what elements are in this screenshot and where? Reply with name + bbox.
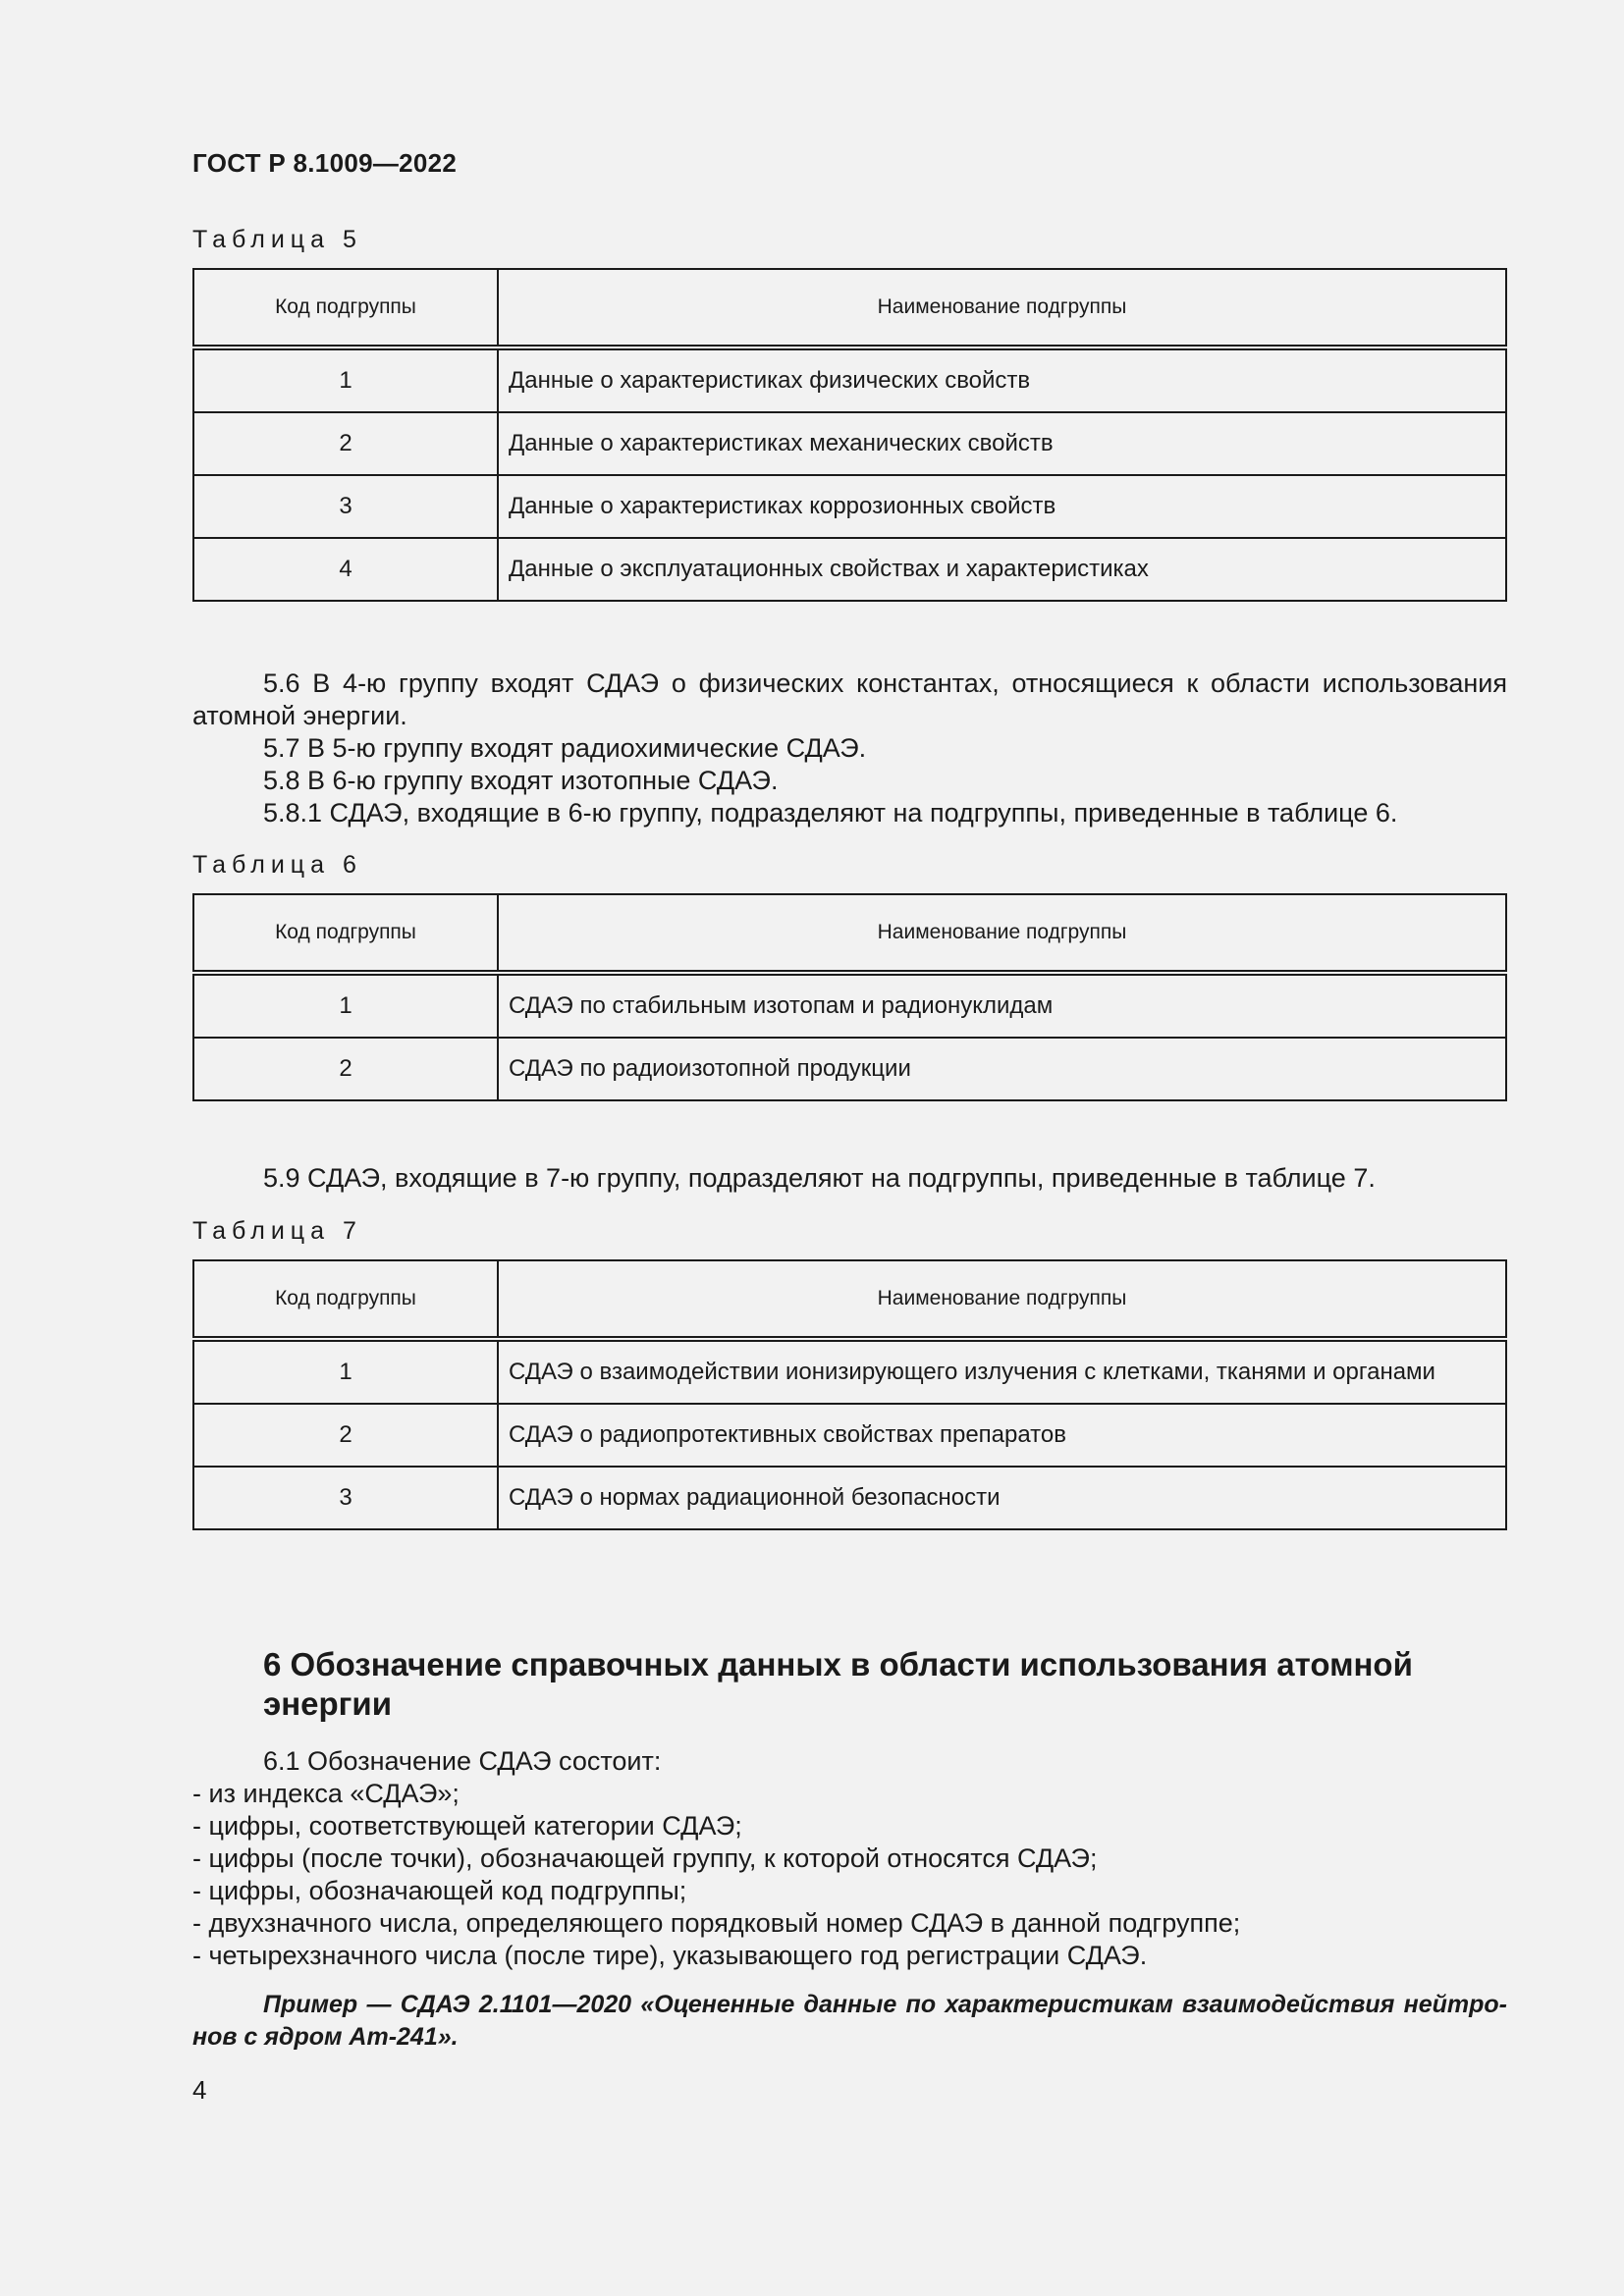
list-item: - цифры, соответствующей категории СДАЭ;	[192, 1811, 742, 1841]
table-7-caption: Таблица 7	[192, 1217, 362, 1245]
section-6-body	[263, 1745, 1510, 1778]
table-5-caption: Таблица 5	[192, 226, 362, 253]
table-row	[193, 1339, 1506, 1404]
table-7-header-code: Код подгруппы	[193, 1260, 498, 1339]
section-6-title: 6 Обозначение справочных данных в области использования атомной энергии	[263, 1646, 1413, 1722]
table-cell-code: 1	[193, 1339, 498, 1404]
designation-list	[192, 1778, 1507, 1972]
table-cell-code: 1	[193, 347, 498, 412]
page-number: 4	[192, 2075, 207, 2105]
table-6-header-code: Код подгруппы	[193, 894, 498, 973]
paragraph-5-8-1: 5.8.1 СДАЭ, входящие в 6-ю группу, подразделяют на подгруппы, приведенные в таблице 6.	[263, 798, 1398, 828]
table-cell-code: 1	[193, 973, 498, 1038]
table-row	[193, 475, 1506, 538]
table-cell-code: 2	[193, 1404, 498, 1467]
example-note: Пример — СДАЭ 2.1101—2020 «Оцененные данные по характеристикам взаимодействия нейтро-нов с ядром Am-241».	[192, 1991, 1507, 2051]
table-5-header-code: Код подгруппы	[193, 269, 498, 347]
table-row	[193, 1038, 1506, 1100]
table-cell-name: Данные о характеристиках коррозионных свойств	[498, 475, 1506, 538]
list-item: - двухзначного числа, определяющего порядковый номер СДАЭ в данной подгруппе;	[192, 1908, 1241, 1938]
table-6	[192, 893, 1507, 1101]
table-row	[193, 412, 1506, 475]
list-item: - четырехзначного числа (после тире), указывающего год регистрации СДАЭ.	[192, 1941, 1148, 1970]
table-6-caption: Таблица 6	[192, 851, 362, 879]
paragraph-5-9-block	[192, 1162, 1507, 1195]
table-cell-name: Данные о характеристиках физических свойств	[498, 347, 1506, 412]
table-cell-name: Данные о эксплуатационных свойствах и характеристиках	[498, 538, 1506, 601]
table-5-header-name: Наименование подгруппы	[498, 269, 1506, 347]
list-item: - цифры, обозначающей код подгруппы;	[192, 1876, 687, 1905]
table-cell-name: СДАЭ по стабильным изотопам и радионуклидам	[498, 973, 1506, 1038]
table-7-header-name: Наименование подгруппы	[498, 1260, 1506, 1339]
paragraphs-5-6-to-5-8-1	[192, 667, 1507, 829]
table-6-header-name: Наименование подгруппы	[498, 894, 1506, 973]
table-cell-code: 3	[193, 475, 498, 538]
paragraph-5-9: 5.9 СДАЭ, входящие в 7-ю группу, подразделяют на подгруппы, приведенные в таблице 7.	[263, 1163, 1376, 1193]
table-cell-name: СДАЭ о нормах радиационной безопасности	[498, 1467, 1506, 1529]
table-row	[193, 538, 1506, 601]
table-cell-code: 4	[193, 538, 498, 601]
paragraph-6-1: 6.1 Обозначение СДАЭ состоит:	[263, 1746, 662, 1776]
document-number-header: ГОСТ Р 8.1009—2022	[192, 148, 458, 178]
paragraph-5-6: 5.6 В 4-ю группу входят СДАЭ о физических константах, относящиеся к области использования атомной энергии.	[192, 668, 1507, 730]
list-item: - цифры (после точки), обозначающей группу, к которой относятся СДАЭ;	[192, 1843, 1098, 1873]
table-cell-name: СДАЭ по радиоизотопной продукции	[498, 1038, 1506, 1100]
paragraph-5-8: 5.8 В 6-ю группу входят изотопные СДАЭ.	[263, 766, 779, 795]
paragraph-5-7: 5.7 В 5-ю группу входят радиохимические СДАЭ.	[263, 733, 867, 763]
table-cell-code: 3	[193, 1467, 498, 1529]
table-cell-code: 2	[193, 412, 498, 475]
table-5	[192, 268, 1507, 602]
table-cell-code: 2	[193, 1038, 498, 1100]
table-row	[193, 973, 1506, 1038]
list-item: - из индекса «СДАЭ»;	[192, 1779, 460, 1808]
table-row	[193, 347, 1506, 412]
table-cell-name: СДАЭ о взаимодействии ионизирующего излучения с клетками, тканями и органами	[498, 1339, 1506, 1404]
table-cell-name: СДАЭ о радиопротективных свойствах препаратов	[498, 1404, 1506, 1467]
table-7	[192, 1259, 1507, 1530]
table-cell-name: Данные о характеристиках механических свойств	[498, 412, 1506, 475]
table-row	[193, 1467, 1506, 1529]
table-row	[193, 1404, 1506, 1467]
